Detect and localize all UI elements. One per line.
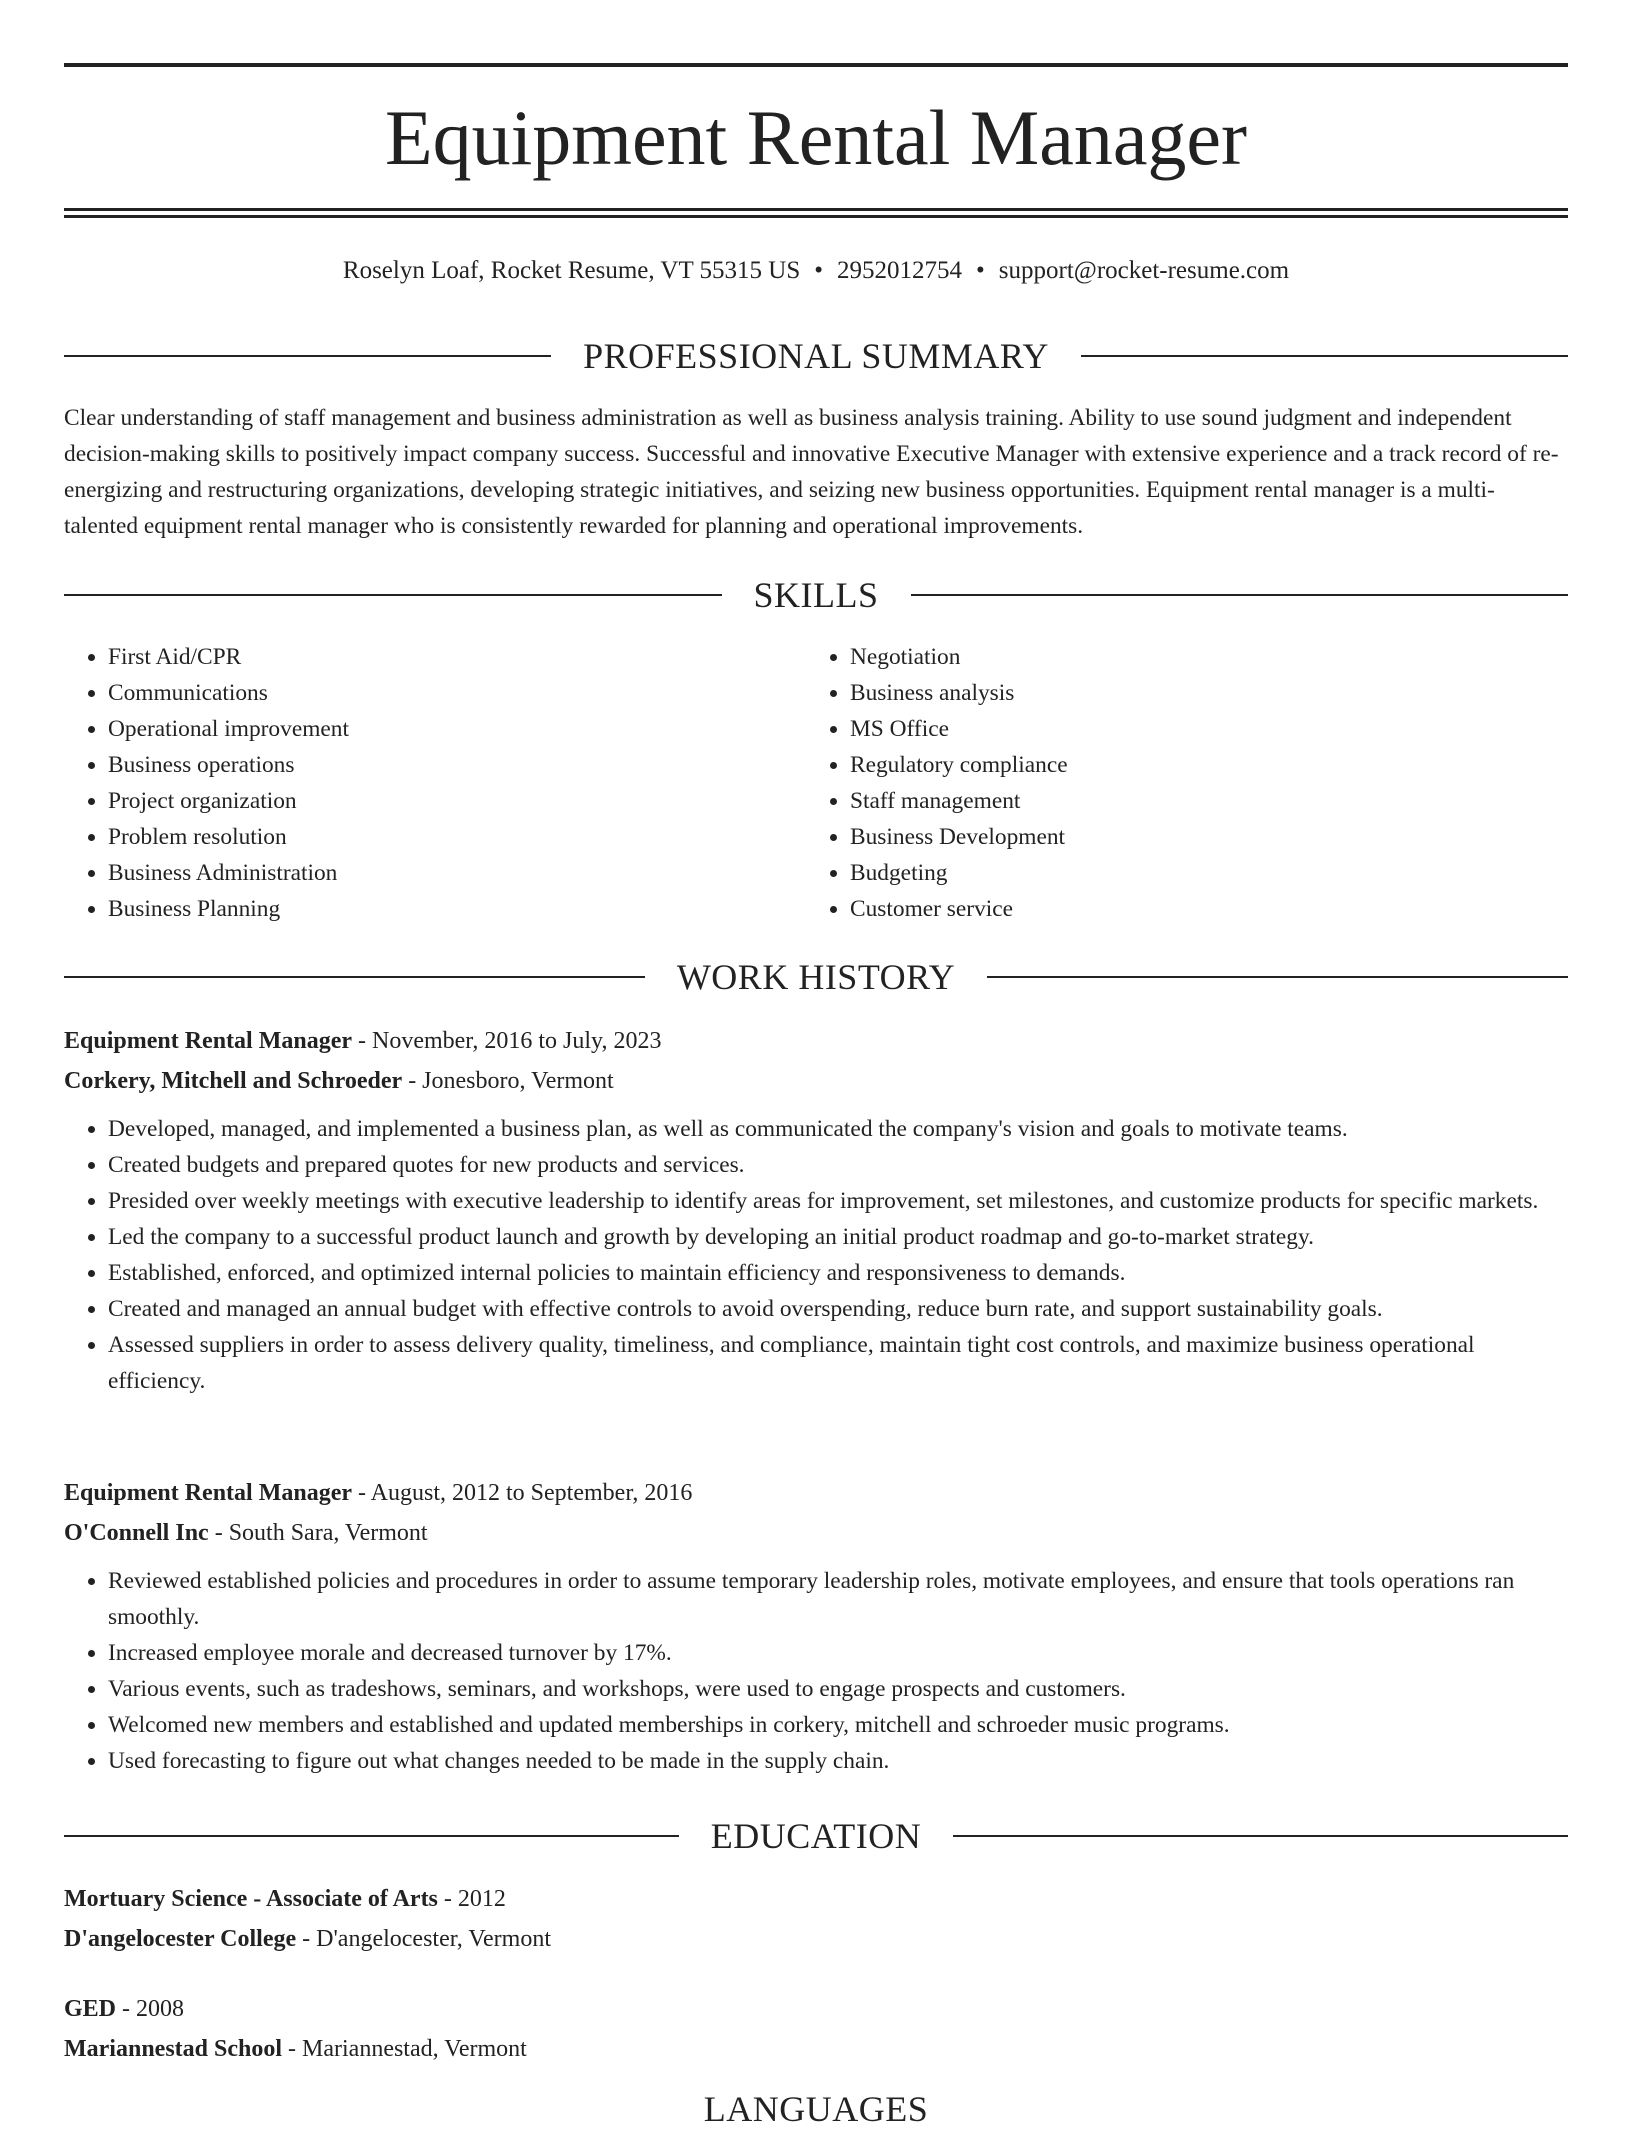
title-rule-upper	[64, 208, 1568, 211]
job-bullets	[64, 1111, 1568, 1399]
job-bullets	[64, 1563, 1568, 1779]
job-bullet: • Created budgets and prepared quotes for new products and services.	[108, 1147, 1568, 1183]
skills-columns	[64, 639, 1568, 927]
skill-item: • Business analysis	[850, 675, 1548, 711]
job-location: - South Sara, Vermont	[208, 1520, 428, 1546]
heading-rule	[953, 1835, 1568, 1837]
section-title: WORK HISTORY	[676, 957, 956, 997]
education-year: - 2008	[116, 1996, 185, 2022]
job-dates: - August, 2012 to September, 2016	[352, 1480, 693, 1506]
job-company: O'Connell Inc	[64, 1520, 209, 1546]
job-title-line	[64, 1473, 1568, 1513]
education-year: - 2012	[437, 1886, 506, 1912]
skill-item: • Business Development	[850, 819, 1548, 855]
education-school: Mariannestad School	[64, 2036, 283, 2062]
job-entry	[64, 1473, 1568, 1779]
skill-item: • Customer service	[850, 891, 1548, 927]
heading-rule	[1081, 355, 1568, 357]
skill-item: • Communications	[108, 675, 806, 711]
contact-email: support@rocket-resume.com	[998, 257, 1290, 284]
job-bullet: • Created and managed an annual budget with effective controls to avoid overspending, reduce burn rate, and support sustainability goals.	[108, 1291, 1568, 1327]
job-title-line	[64, 1021, 1568, 1061]
job-bullet: • Assessed suppliers in order to assess delivery quality, timeliness, and compliance, maintain tight cost controls, and maximize business operational efficiency.	[108, 1327, 1568, 1399]
summary-paragraph: Clear understanding of staff management and business administration as well as business analysis training. Ability to use sound judgment and independent decision-making skills to positively impact company success. Successful and innovative Executive Manager with extensive experience and a track record of re-energizing and restructuring organizations, developing strategic initiatives, and seizing new business opportunities. Equipment rental manager is a multi-talented equipment rental manager who is consistently rewarded for planning and operational improvements.	[64, 405, 1559, 539]
job-dates: - November, 2016 to July, 2023	[352, 1028, 662, 1054]
skill-item: • Operational improvement	[108, 711, 806, 747]
section-title: PROFESSIONAL SUMMARY	[583, 336, 1049, 376]
resume-title: Equipment Rental Manager	[384, 94, 1248, 181]
job-bullet: • Various events, such as tradeshows, seminars, and workshops, were used to engage prospects and customers.	[108, 1671, 1568, 1707]
skill-item: • Staff management	[850, 783, 1548, 819]
job-title: Equipment Rental Manager	[64, 1480, 352, 1506]
job-bullet: • Used forecasting to figure out what changes needed to be made in the supply chain.	[108, 1743, 1568, 1779]
contact-line	[64, 252, 1568, 290]
skill-item: • Project organization	[108, 783, 806, 819]
education-location: - Mariannestad, Vermont	[282, 2036, 527, 2062]
section-heading-education	[64, 1813, 1568, 1859]
job-bullet: • Led the company to a successful product launch and growth by developing an initial product roadmap and go-to-market strategy.	[108, 1219, 1568, 1255]
job-company-line	[64, 1513, 1568, 1553]
heading-rule	[64, 976, 645, 978]
education-school: D'angelocester College	[64, 1926, 297, 1952]
job-bullet: • Increased employee morale and decreased turnover by 17%.	[108, 1635, 1568, 1671]
heading-rule	[987, 976, 1568, 978]
heading-rule	[911, 594, 1569, 596]
skill-item: • Budgeting	[850, 855, 1548, 891]
education-location: - D'angelocester, Vermont	[296, 1926, 551, 1952]
top-rule	[64, 63, 1568, 67]
education-school-line	[64, 1919, 1568, 1959]
section-title: SKILLS	[753, 575, 879, 615]
skills-list-left	[64, 639, 806, 927]
skill-item: • Business operations	[108, 747, 806, 783]
skill-item: • Problem resolution	[108, 819, 806, 855]
contact-address: Roselyn Loaf, Rocket Resume, VT 55315 US	[342, 257, 801, 284]
section-title: EDUCATION	[710, 1816, 922, 1856]
title-rule-lower	[64, 215, 1568, 218]
heading-rule	[64, 1835, 679, 1837]
job-entry	[64, 1021, 1568, 1399]
section-heading-languages	[64, 2086, 1568, 2132]
job-bullet: • Presided over weekly meetings with executive leadership to identify areas for improvement, set milestones, and customize products for specific markets.	[108, 1183, 1568, 1219]
heading-rule	[64, 355, 551, 357]
contact-phone: 2952012754	[837, 257, 963, 284]
skill-item: • MS Office	[850, 711, 1548, 747]
job-location: - Jonesboro, Vermont	[402, 1068, 614, 1094]
skill-item: • Business Administration	[108, 855, 806, 891]
education-school-line	[64, 2029, 1568, 2069]
education-entry	[64, 1879, 1568, 1959]
education-degree: Mortuary Science - Associate of Arts	[64, 1886, 438, 1912]
job-bullet: • Established, enforced, and optimized internal policies to maintain efficiency and responsiveness to demands.	[108, 1255, 1568, 1291]
section-heading-work	[64, 954, 1568, 1000]
contact-separator: •	[976, 257, 985, 284]
section-heading-summary	[64, 333, 1568, 379]
skill-item: • Negotiation	[850, 639, 1548, 675]
skill-item: • Regulatory compliance	[850, 747, 1548, 783]
section-title: LANGUAGES	[703, 2089, 929, 2129]
education-degree-line	[64, 1989, 1568, 2029]
heading-rule	[64, 594, 722, 596]
job-bullet: • Reviewed established policies and procedures in order to assume temporary leadership roles, motivate employees, and ensure that tools operations ran smoothly.	[108, 1563, 1568, 1635]
contact-separator: •	[814, 257, 824, 284]
job-company: Corkery, Mitchell and Schroeder	[64, 1068, 403, 1094]
skill-item: • Business Planning	[108, 891, 806, 927]
job-bullet: • Welcomed new members and established and updated memberships in corkery, mitchell and schroeder music programs.	[108, 1707, 1568, 1743]
education-degree-line	[64, 1879, 1568, 1919]
job-bullet: • Developed, managed, and implemented a business plan, as well as communicated the company's vision and goals to motivate teams.	[108, 1111, 1568, 1147]
education-entry	[64, 1989, 1568, 2069]
education-degree: GED	[64, 1996, 117, 2022]
job-title: Equipment Rental Manager	[64, 1028, 352, 1054]
skills-list-right	[806, 639, 1548, 927]
skill-item: • First Aid/CPR	[108, 639, 806, 675]
section-heading-skills	[64, 572, 1568, 618]
job-company-line	[64, 1061, 1568, 1101]
